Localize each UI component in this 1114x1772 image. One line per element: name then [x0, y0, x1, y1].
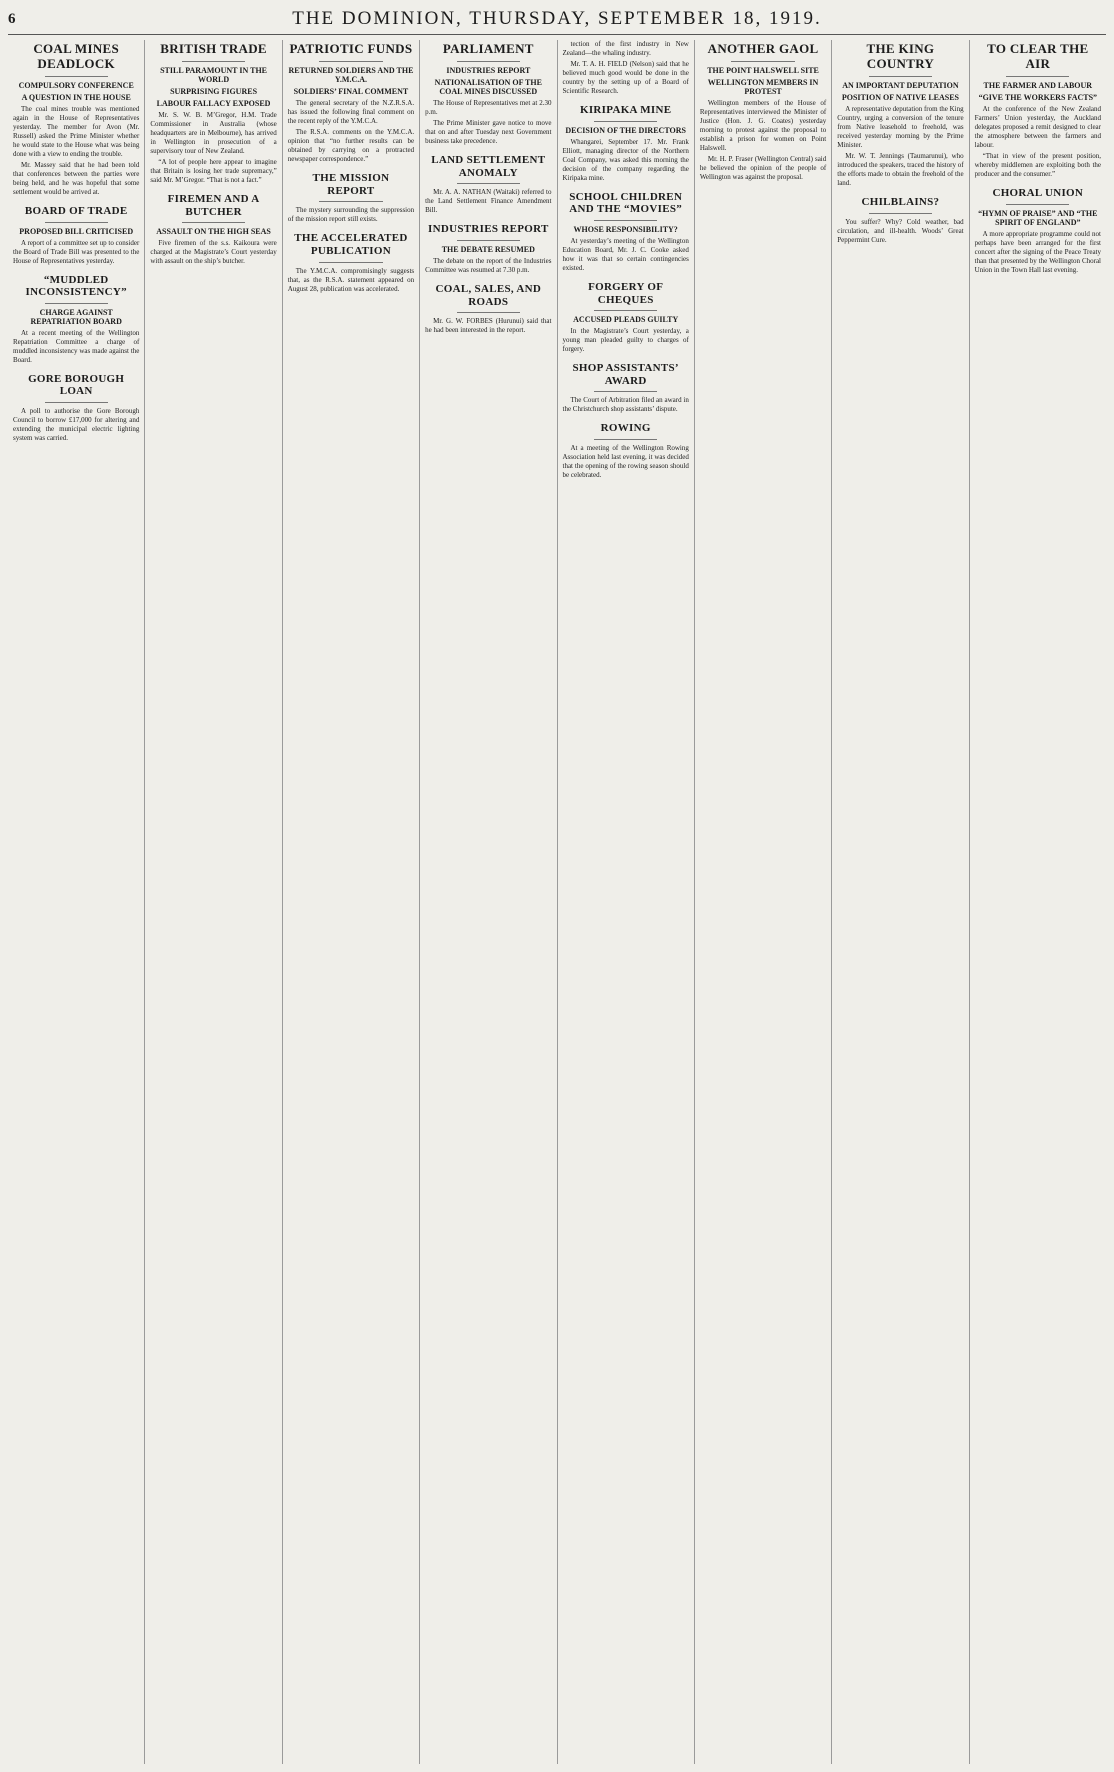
article-paragraph: At the conference of the New Zealand Farmers’ Union yesterday, the Auckland delegates proposed a remit designed to clear the atmosphere between the farmers and labour. [974, 104, 1101, 149]
article [425, 223, 551, 275]
article-subheading: WHOSE RESPONSIBILITY? [573, 224, 678, 234]
article-subheading: THE FARMER AND LABOUR [983, 80, 1093, 90]
article-headline: THE MISSION REPORT [312, 171, 390, 197]
article [563, 104, 689, 183]
article-headline: THE ACCELERATED PUBLICATION [294, 232, 408, 257]
article-paragraph: “That in view of the present position, whereby middlemen are exploiting both the producer and the consumer.” [974, 151, 1101, 178]
page-number: 6 [8, 10, 16, 27]
article-headline: THE KING COUNTRY [866, 41, 935, 71]
article-paragraph: At a meeting of the Wellington Rowing Association held last evening, it was decided that the opening of the rowing season should be celebrated. [562, 444, 689, 480]
article-headline: ROWING [600, 422, 651, 435]
newspaper-title: THE DOMINION, THURSDAY, SEPTEMBER 18, 1919. [292, 8, 822, 29]
article-subheading: ASSAULT ON THE HIGH SEAS [156, 227, 271, 237]
article-subheading: AN IMPORTANT DEPUTATION [842, 80, 959, 90]
article-headline: SCHOOL CHILDREN AND THE “MOVIES” [569, 190, 683, 216]
article [563, 422, 689, 480]
column-3 [282, 40, 419, 1764]
article-subheading: THE DEBATE RESUMED [441, 244, 535, 254]
article-paragraph: Mr. S. W. B. M’Gregor, H.M. Trade Commissioner in Australia (whose headquarters are in Melbourne), has arrived in Wellington in prosecution of a supervisory tour of New Zealand. [150, 110, 277, 155]
headline-rule [319, 61, 382, 62]
article-subheading: “HYMN OF PRAISE” AND “THE SPIRIT OF ENGLAND” [978, 208, 1098, 227]
headline-rule [457, 183, 520, 184]
article-subheading: ACCUSED PLEADS GUILTY [573, 315, 679, 325]
article-paragraph: Mr. W. T. Jennings (Taumarunui), who introduced the speakers, traced the history of the efforts made to obtain the freehold of the land. [837, 151, 964, 187]
article-paragraph: A representative deputation from the King Country, urging a conversion of the tenure from Native leasehold to freehold, was received yesterday morning by the Prime Minister. [837, 104, 964, 149]
article-paragraph: The Prime Minister gave notice to move that on and after Tuesday next Government business take precedence. [425, 118, 552, 145]
article-paragraph: You suffer? Why? Cold weather, bad circulation, and ill-health. Woods’ Great Peppermint Cure. [837, 217, 964, 244]
article [700, 42, 826, 182]
article [425, 154, 551, 215]
article-paragraph: The mystery surrounding the suppression of the mission report still exists. [287, 206, 415, 224]
headline-rule [869, 213, 932, 214]
headline-rule [594, 310, 657, 311]
column-7 [831, 40, 968, 1764]
article-paragraph: Mr. T. A. H. FIELD (Nelson) said that he believed much good would be done in the country by the setting up of a Board of Scientific Research. [562, 60, 689, 95]
article-subheading: “GIVE THE WORKERS FACTS” [978, 92, 1098, 102]
article-headline: BOARD OF TRADE [24, 204, 128, 217]
column-4 [419, 40, 556, 1764]
article-paragraph: A report of a committee set up to consider the Board of Trade Bill was presented to the House of Representatives yesterday. [13, 238, 140, 265]
article-headline: KIRIPAKA MINE [579, 104, 672, 116]
article-subheading: LABOUR FALLACY EXPOSED [156, 98, 271, 108]
article-subheading: STILL PARAMOUNT IN THE WORLD [160, 65, 268, 84]
article-headline: FIREMEN AND A BUTCHER [167, 192, 260, 218]
article-headline: INDUSTRIES REPORT [428, 223, 549, 236]
article-subheading: SOLDIERS’ FINAL COMMENT [293, 86, 409, 96]
headline-rule [594, 439, 657, 440]
article-subheading: WELLINGTON MEMBERS IN PROTEST [707, 77, 819, 96]
column-8 [969, 40, 1106, 1764]
headline-rule [182, 61, 245, 62]
article-paragraph: Wellington members of the House of Representatives interviewed the Minister of Justice (Hon. J. G. Coates) yesterday morning to protest against the proposal to establish a prison for women on Point Halswell. [699, 98, 827, 152]
article-subheading: A QUESTION IN THE HOUSE [21, 92, 131, 102]
article-paragraph: In the Magistrate’s Court yesterday, a young man pleaded guilty to charges of forgery. [562, 327, 689, 354]
headline-rule [457, 312, 520, 313]
article-paragraph: The general secretary of the N.Z.R.S.A. has issued the following final comment on the recent reply of the Y.M.C.A. [287, 98, 415, 125]
headline-rule [182, 222, 245, 223]
article-headline: COAL, SALES, AND ROADS [435, 282, 542, 308]
headline-rule [1006, 204, 1069, 205]
headline-rule [594, 220, 657, 221]
article-headline: GORE BOROUGH LOAN [28, 372, 125, 398]
article [837, 196, 963, 245]
article-paragraph: Whangarei, September 17. Mr. Frank Elliott, managing director of the Northern Coal Company, was asked this morning the decision of the company regarding the Kiripaka mine. [562, 137, 689, 182]
headline-rule [457, 240, 520, 241]
article [288, 232, 414, 293]
article-subheading: SURPRISING FIGURES [170, 86, 258, 96]
article [13, 42, 139, 197]
article-subheading: RETURNED SOLDIERS AND THE Y.M.C.A. [288, 65, 414, 84]
headline-rule [45, 303, 108, 304]
article-paragraph: The Y.M.C.A. compromisingly suggests that, as the R.S.A. statement appeared on August 28, publication was accelerated. [287, 266, 415, 293]
article [288, 172, 414, 224]
article-headline: CHILBLAINS? [861, 195, 940, 208]
article-headline: COAL MINES DEADLOCK [33, 41, 120, 71]
article-subheading: CHARGE AGAINST REPATRIATION BOARD [30, 307, 122, 326]
article-paragraph: Mr. Massey said that he had been told that conferences between the parties were being held, and he was hopeful that some settlement would be arrived at. [13, 160, 140, 196]
article [837, 42, 963, 188]
column-1 [8, 40, 144, 1764]
headline-rule [45, 402, 108, 403]
article [563, 362, 689, 414]
article [13, 373, 139, 443]
article [563, 40, 689, 96]
article [13, 274, 139, 365]
article [150, 42, 276, 185]
article [975, 187, 1101, 275]
article [563, 191, 689, 273]
article-paragraph: The House of Representatives met at 2.30 p.m. [425, 98, 552, 116]
article-paragraph: Five firemen of the s.s. Kaikoura were charged at the Magistrate’s Court yesterday with assault on the ship’s butcher. [150, 239, 277, 266]
headline-rule [1006, 76, 1069, 77]
article-paragraph: tection of the first industry in New Zealand—the whaling industry. [562, 40, 689, 57]
article-headline: SHOP ASSISTANTS’ AWARD [572, 362, 679, 387]
column-2 [144, 40, 281, 1764]
article-headline: CHORAL UNION [992, 186, 1084, 199]
article [425, 283, 551, 335]
article-subheading: COMPULSORY CONFERENCE [18, 80, 134, 90]
columns-container [8, 40, 1106, 1764]
article-paragraph: A more appropriate programme could not perhaps have been arranged for the first concert after the signing of the Peace Treaty than that presented by the Wellington Choral Union in the Town Hall last evening. [974, 229, 1101, 274]
article-headline: PARLIAMENT [442, 41, 534, 56]
article [288, 42, 414, 164]
article-subheading: THE POINT HALSWELL SITE [707, 65, 819, 75]
article [13, 205, 139, 266]
article [150, 193, 276, 266]
article-headline: FORGERY OF CHEQUES [588, 280, 664, 306]
article-subheading: PROPOSED BILL CRITICISED [19, 226, 134, 236]
article [563, 281, 689, 354]
headline-rule [45, 222, 108, 223]
article [975, 42, 1101, 179]
article-headline: ANOTHER GAOL [707, 41, 819, 56]
article-paragraph: “A lot of people here appear to imagine that Britain is losing her trade supremacy,” said Mr. M’Gregor. “That is not a fact.” [150, 157, 277, 184]
article-subheading: INDUSTRIES REPORT [446, 65, 531, 75]
article-paragraph: At yesterday’s meeting of the Wellington Education Board, Mr. J. C. Cooke asked how it was that so certain contingencies existed. [562, 236, 689, 272]
article-paragraph: The debate on the report of the Industries Committee was resumed at 7.30 p.m. [425, 256, 552, 274]
article-paragraph: Mr. A. A. NATHAN (Waitaki) referred to the Land Settlement Finance Amendment Bill. [425, 188, 552, 215]
headline-rule [731, 61, 794, 62]
article-paragraph: At a recent meeting of the Wellington Repatriation Committee a charge of muddled inconsistency was made against the Board. [13, 328, 140, 364]
article-headline: LAND SETTLEMENT ANOMALY [431, 153, 546, 179]
article-paragraph: A poll to authorise the Gore Borough Council to borrow £17,000 for altering and extending the municipal electric lighting system was carried. [13, 407, 140, 443]
article-subheading: POSITION OF NATIVE LEASES [841, 92, 959, 102]
article-subheading: DECISION OF THE DIRECTORS [565, 125, 686, 135]
headline-rule [594, 121, 657, 122]
headline-rule [45, 76, 108, 77]
article [425, 42, 551, 146]
headline-rule [457, 61, 520, 62]
headline-rule [594, 391, 657, 392]
article-headline: “MUDDLED INCONSISTENCY” [25, 273, 127, 299]
headline-rule [869, 76, 932, 77]
article-paragraph: The Court of Arbitration filed an award in the Christchurch shop assistants’ dispute. [562, 396, 689, 414]
column-6 [694, 40, 831, 1764]
article-headline: TO CLEAR THE AIR [987, 41, 1089, 71]
headline-rule [319, 201, 382, 202]
article-paragraph: The R.S.A. comments on the Y.M.C.A. opinion that “no further results can be obtained by carrying on a protracted newspaper correspondence.” [287, 127, 415, 163]
headline-rule [319, 262, 382, 263]
article-paragraph: Mr. H. P. Fraser (Wellington Central) said he believed the opinion of the people of Wellington was against the proposal. [699, 154, 827, 181]
article-subheading: NATIONALISATION OF THE COAL MINES DISCUSSED [434, 77, 542, 96]
masthead [8, 4, 1106, 35]
article-paragraph: The coal mines trouble was mentioned again in the House of Representatives yesterday. The member for Avon (Mr. Russell) asked the Prime Minister whether he would state to the House what was being done with a view to ending the trouble. [13, 104, 140, 158]
article-headline: BRITISH TRADE [160, 41, 267, 56]
column-5 [557, 40, 694, 1764]
article-paragraph: Mr. G. W. FORBES (Hurunui) said that he had been interested in the report. [425, 317, 552, 335]
article-headline: PATRIOTIC FUNDS [289, 41, 413, 56]
